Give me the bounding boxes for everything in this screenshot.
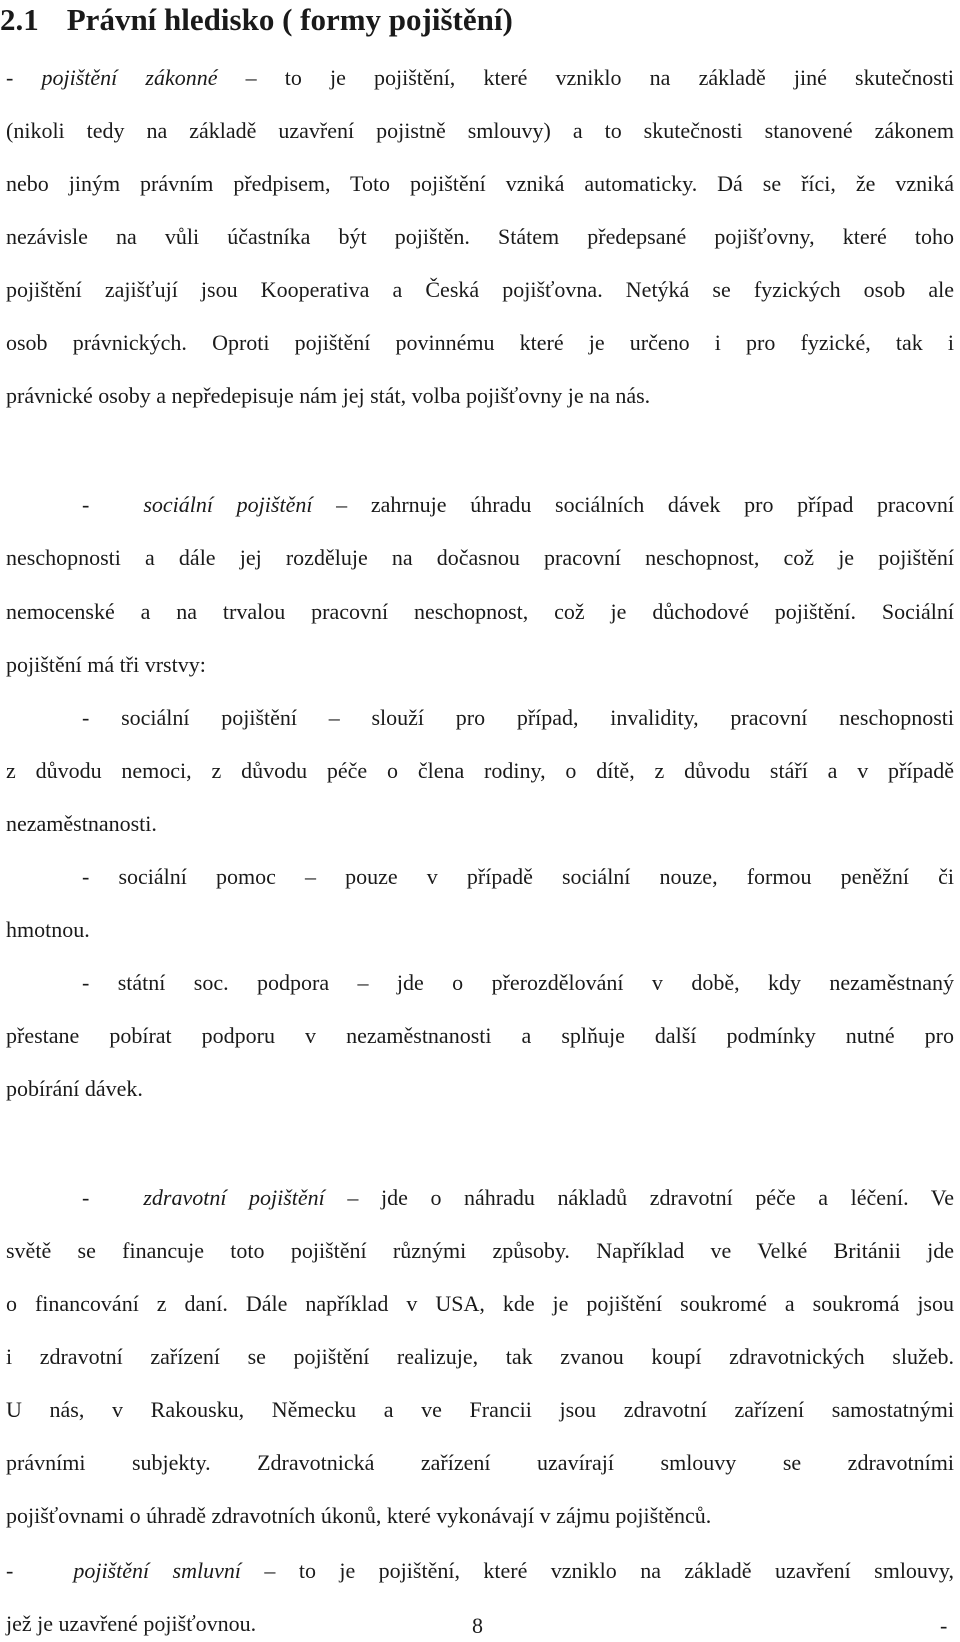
term-zakonne: pojištění zákonné [41, 65, 218, 90]
para1-line-4: nezávisle na vůli účastníka být pojištěn. Státem předepsané pojišťovny, které toho [6, 224, 954, 249]
para2-line-10: - státní soc. podpora – jde o přerozdělování v době, kdy nezaměstnaný [82, 970, 954, 995]
para2-line-7: nezaměstnanosti. [6, 811, 157, 836]
para1-line-1 [6, 60, 954, 96]
term-smluvni: pojištění smluvní [73, 1558, 241, 1583]
section-number: 2.1 [0, 2, 39, 37]
section-heading [0, 0, 513, 40]
para3-line-6: právními subjekty. Zdravotnická zařízení uzavírají smlouvy se zdravotními [6, 1450, 954, 1475]
para2-line-4: pojištění má tři vrstvy: [6, 652, 206, 677]
text-segment: – zahrnuje úhradu sociálních dávek pro případ pracovní [312, 492, 954, 517]
list-dash: - [82, 1185, 90, 1210]
para1-line-2: (nikoli tedy na základě uzavření pojistně smlouvy) a to skutečnosti stanovené zákonem [6, 118, 954, 143]
para2-line-2: neschopnosti a dále jej rozděluje na dočasnou pracovní neschopnost, což je pojištění [6, 545, 954, 570]
term-socialni: sociální pojištění [143, 492, 313, 517]
para1-line-5: pojištění zajišťují jsou Kooperativa a Česká pojišťovna. Netýká se fyzických osob ale [6, 277, 954, 302]
para2-line-5: - sociální pojištění – slouží pro případ, invalidity, pracovní neschopnosti [82, 705, 954, 730]
para1-line-6: osob právnických. Oproti pojištění povinnému které je určeno i pro fyzické, tak i [6, 330, 954, 355]
term-zdravotni: zdravotní pojištění [143, 1185, 325, 1210]
para2-line-11: přestane pobírat podporu v nezaměstnanosti a splňuje další podmínky nutné pro [6, 1023, 954, 1048]
para3-line-2: světě se financuje toto pojištění různými způsoby. Například ve Velké Británii jde [6, 1238, 954, 1263]
para4-line-1 [6, 1553, 954, 1589]
text-segment: – to je pojištění, které vzniklo na základě jiné skutečnosti [217, 65, 955, 90]
para3-line-4: i zdravotní zařízení se pojištění realizuje, tak zvanou koupí zdravotnických služeb. [6, 1344, 954, 1369]
list-dash: - [82, 492, 90, 517]
para3-line-5: U nás, v Rakousku, Německu a ve Francii jsou zdravotní zařízení samostatnými [6, 1397, 954, 1422]
list-dash: - [6, 65, 42, 90]
para3-line-7: pojišťovnami o úhradě zdravotních úkonů, které vykonávají v zájmu pojištěnců. [6, 1503, 712, 1528]
para4-line-2: jež je uzavřené pojišťovnou. [6, 1611, 257, 1636]
page-dash: - [940, 1613, 948, 1638]
para2-line-6: z důvodu nemoci, z důvodu péče o člena rodiny, o dítě, z důvodu stáří a v případě [6, 758, 954, 783]
para2-line-8: - sociální pomoc – pouze v případě sociální nouze, formou peněžní či [82, 864, 954, 889]
para1-line-3: nebo jiným právním předpisem, Toto pojištění vzniká automaticky. Dá se říci, že vzniká [6, 171, 954, 196]
para2-line-9: hmotnou. [6, 917, 90, 942]
para2-line-3: nemocenské a na trvalou pracovní neschopnost, což je důchodové pojištění. Sociální [6, 599, 954, 624]
section-title: Právní hledisko ( formy pojištění) [66, 2, 513, 37]
text-segment: – jde o náhradu nákladů zdravotní péče a léčení. Ve [324, 1185, 954, 1210]
text-segment: – to je pojištění, které vzniklo na základě uzavření smlouvy, [240, 1558, 955, 1583]
page-number: 8 [472, 1613, 483, 1638]
para3-line-1 [82, 1180, 954, 1216]
para3-line-3: o financování z daní. Dále například v USA, kde je pojištění soukromé a soukromá jsou [6, 1291, 954, 1316]
para2-line-12: pobírání dávek. [6, 1076, 143, 1101]
list-dash: - [6, 1558, 14, 1583]
para2-line-1 [82, 487, 954, 523]
para1-line-7: právnické osoby a nepředepisuje nám jej stát, volba pojišťovny je na nás. [6, 383, 651, 408]
